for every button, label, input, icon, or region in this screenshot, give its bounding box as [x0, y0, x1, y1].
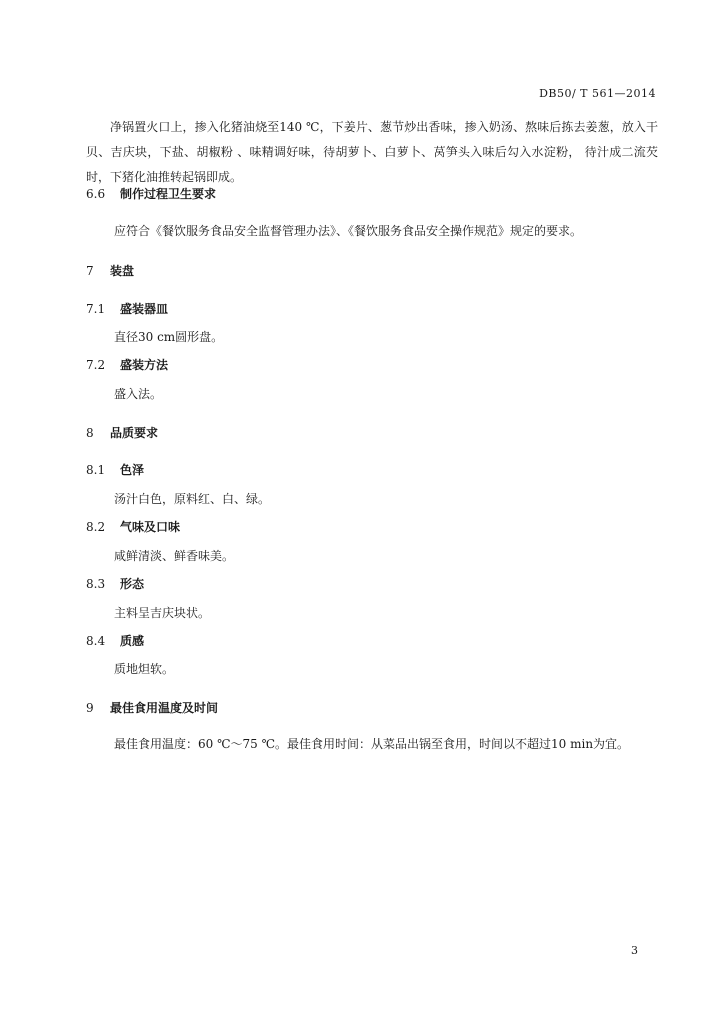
section-number: 7 — [86, 264, 94, 278]
section-number: 6.6 — [86, 187, 106, 201]
section-9-text: 最佳食用温度：60 ℃～75 ℃。最佳食用时间：从菜品出锅至食用，时间以不超过10 min为宜。 — [114, 737, 630, 751]
section-8-1-text: 汤汁白色，原料红、白、绿。 — [114, 492, 271, 506]
cooking-procedure-paragraph: 净锅置火口上，掺入化猪油烧至140 ℃，下姜片、葱节炒出香味，掺入奶汤、熬味后拣去姜葱，放入干贝、吉庆块，下盐、胡椒粉 、味精调好味，待胡萝卜、白萝卜、莴笋头入味后勾入水淀粉， 待汁成二流芡时，下猪化油推转起锅即成。 — [86, 120, 658, 184]
section-7-1-text: 直径30 cm圆形盘。 — [114, 330, 224, 344]
section-title: 装盘 — [110, 264, 135, 278]
section-8-4-heading — [86, 632, 144, 649]
section-6-6-text: 应符合《餐饮服务食品安全监督管理办法》、《餐饮服务食品安全操作规范》规定的要求。 — [114, 224, 583, 238]
section-8-heading — [86, 424, 158, 441]
section-7-2-heading — [86, 356, 168, 373]
section-number: 8.3 — [86, 577, 106, 591]
section-number: 8.2 — [86, 520, 106, 534]
section-number: 8 — [86, 426, 94, 440]
section-7-1-heading — [86, 300, 168, 317]
section-number: 7.1 — [86, 302, 106, 316]
section-title: 气味及口味 — [120, 520, 181, 534]
section-number: 9 — [86, 701, 94, 715]
section-title: 色泽 — [120, 463, 145, 477]
section-8-1-heading — [86, 461, 144, 478]
section-number: 7.2 — [86, 358, 106, 372]
section-title: 形态 — [120, 577, 145, 591]
section-title: 盛装器皿 — [120, 302, 169, 316]
section-8-2-text: 咸鲜清淡、鲜香味美。 — [114, 549, 235, 563]
page-number: 3 — [631, 944, 638, 957]
section-8-3-heading — [86, 575, 144, 592]
section-title: 品质要求 — [110, 426, 159, 440]
section-number: 8.1 — [86, 463, 106, 477]
section-title: 盛装方法 — [120, 358, 169, 372]
section-6-6-heading — [86, 185, 216, 202]
section-number: 8.4 — [86, 634, 106, 648]
section-title: 最佳食用温度及时间 — [110, 701, 219, 715]
section-7-heading — [86, 262, 134, 279]
section-9-heading — [86, 699, 218, 716]
section-8-4-text: 质地炟软。 — [114, 662, 175, 676]
section-title: 质感 — [120, 634, 145, 648]
section-8-2-heading — [86, 518, 180, 535]
section-8-3-text: 主料呈吉庆块状。 — [114, 606, 211, 620]
section-7-2-text: 盛入法。 — [114, 387, 163, 401]
standard-code: DB50/ T 561—2014 — [539, 87, 656, 100]
section-title: 制作过程卫生要求 — [120, 187, 217, 201]
